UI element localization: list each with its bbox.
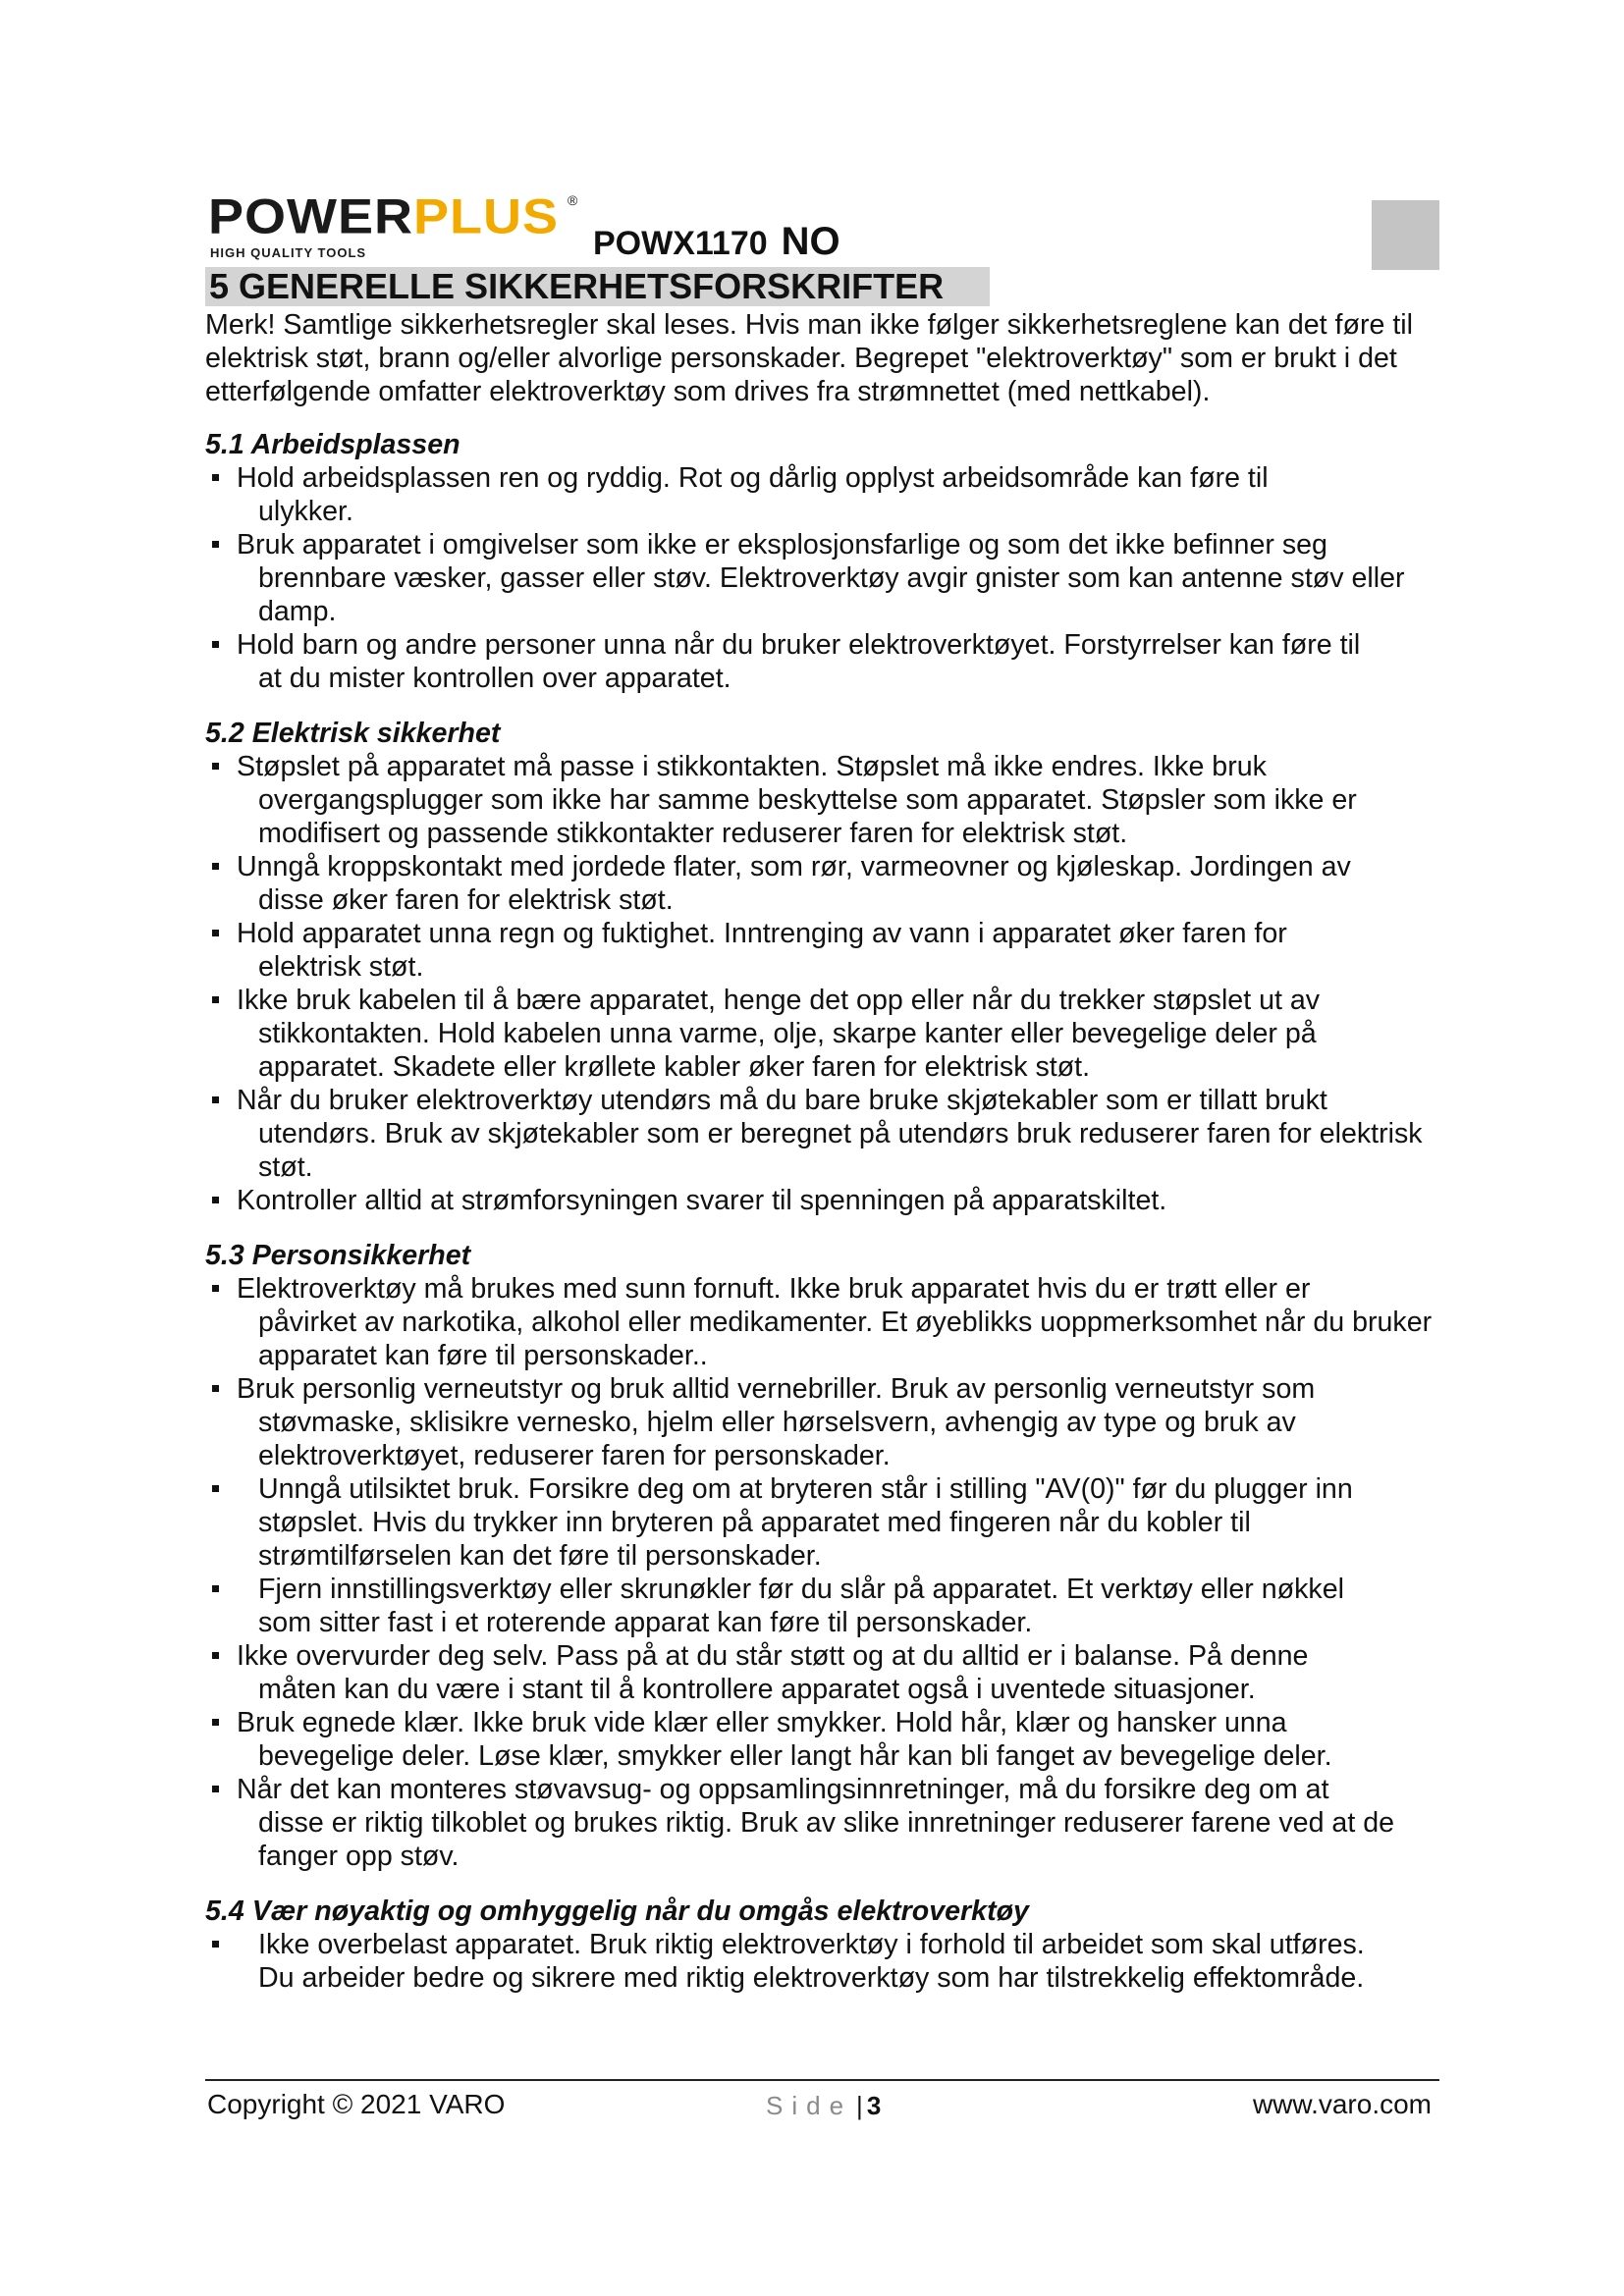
footer-separator: | [856,2091,863,2120]
list-item [205,1272,1436,1372]
list-item-text: Hold arbeidsplassen ren og ryddig. Rot og dårlig opplyst arbeidsområde kan føre til [237,462,1269,494]
list-item [205,1773,1436,1873]
list-item-continuation: måten kan du være i stant til å kontrollere apparatet også i uventede situasjoner. [258,1674,1256,1705]
list-item [205,1706,1436,1773]
list-item-text: Støpslet på apparatet må passe i stikkontakten. Støpslet må ikke endres. Ikke bruk [237,751,1267,782]
language-tab-marker [1372,200,1439,270]
page-number: 3 [866,2091,882,2120]
list-item [205,461,1436,528]
list-item [205,1639,1436,1706]
bullet-list [205,1272,1436,1873]
list-item-continuation: bevegelige deler. Løse klær, smykker eller langt hår kan bli fanget av bevegelige deler. [258,1740,1332,1772]
list-item [205,1084,1436,1184]
model-code: POWX1170 [593,225,768,262]
bullet-list [205,1928,1436,1995]
list-item [205,984,1436,1084]
logo-wordmark: POWERPLUS [208,189,560,244]
list-item [205,850,1436,917]
list-item-continuation: påvirket av narkotika, alkohol eller medikamenter. Et øyeblikks uoppmerksomhet når du bruker apparatet kan føre til personskader.. [258,1307,1433,1371]
bullet-list [205,461,1436,695]
list-item-continuation: elektrisk støt. [258,951,424,983]
footer-website: www.varo.com [1252,2089,1432,2119]
list-item-text: Når det kan monteres støvavsug- og oppsamlingsinnretninger, må du forsikre deg om at [237,1774,1329,1805]
list-item-continuation: ulykker. [258,496,353,527]
list-item [205,528,1436,628]
list-item-text: Ikke overbelast apparatet. Bruk riktig elektroverktøy i forhold til arbeidet som skal utføres. [258,1929,1365,1960]
list-item-text: Bruk egnede klær. Ikke bruk vide klær eller smykker. Hold hår, klær og hansker unna [237,1707,1287,1738]
list-item-text: Hold apparatet unna regn og fuktighet. Inntrenging av vann i apparatet øker faren for [237,918,1287,949]
list-item-text: Ikke bruk kabelen til å bære apparatet, henge det opp eller når du trekker støpslet ut av [237,985,1321,1016]
logo-tagline: HIGH QUALITY TOOLS [210,245,367,260]
list-item-continuation: at du mister kontrollen over apparatet. [258,663,731,694]
list-item-text: Fjern innstillingsverktøy eller skrunøkler før du slår på apparatet. Et verktøy eller nøkkel [258,1574,1344,1605]
list-item [205,1184,1436,1217]
list-item-continuation: støvmaske, sklisikre vernesko, hjelm eller hørselsvern, avhengig av type og bruk av elektroverktøyet, reduserer faren for personskader. [258,1407,1296,1471]
footer-side-label: Side [766,2091,853,2120]
list-item-continuation: stikkontakten. Hold kabelen unna varme, olje, skarpe kanter eller bevegelige deler på apparatet. Skadete eller krøllete kabler øker faren for elektrisk støt. [258,1018,1317,1083]
list-item [205,1928,1436,1995]
subsection-heading: 5.1 Arbeidsplassen [205,429,460,460]
model-heading [593,220,840,264]
language-code: NO [781,220,840,263]
powerplus-logo [208,189,581,261]
list-item-text: Hold barn og andre personer unna når du bruker elektroverktøyet. Forstyrrelser kan føre til [237,629,1361,661]
list-item-text: Bruk apparatet i omgivelser som ikke er eksplosjonsfarlige og som det ikke befinner seg [237,529,1327,561]
list-item-text: Når du bruker elektroverktøy utendørs må du bare bruke skjøtekabler som er tillatt brukt [237,1085,1327,1116]
section-body [205,308,1436,1995]
footer-page-number [766,2091,881,2121]
list-item-continuation: utendørs. Bruk av skjøtekabler som er beregnet på utendørs bruk reduserer faren for elektrisk støt. [258,1118,1423,1183]
list-item [205,1372,1436,1472]
list-item-continuation: brennbare væsker, gasser eller støv. Elektroverktøy avgir gnister som kan antenne støv eller damp. [258,562,1405,627]
list-item [205,1472,1436,1573]
list-item-continuation: Du arbeider bedre og sikrere med riktig elektroverktøy som har tilstrekkelig effektområde. [258,1962,1365,1994]
list-item [205,917,1436,984]
list-item-continuation: disse er riktig tilkoblet og brukes riktig. Bruk av slike innretninger reduserer farene ved at de fanger opp støv. [258,1807,1395,1872]
list-item-continuation: støpslet. Hvis du trykker inn bryteren på apparatet med fingeren når du kobler til strømtilførselen kan det føre til personskader. [258,1507,1251,1572]
logo-registered-mark: ® [568,192,578,208]
intro-paragraph: Merk! Samtlige sikkerhetsregler skal leses. Hvis man ikke følger sikkerhetsreglene kan det føre til elektrisk støt, brann og/eller alvorlige personskader. Begrepet "elektroverktøy" som er brukt i det etterfølgende omfatter elektroverktøy som drives fra strømnettet (med nettkabel). [205,309,1413,407]
section-title: 5 GENERELLE SIKKERHETSFORSKRIFTER [205,267,990,306]
list-item-text: Bruk personlig verneutstyr og bruk alltid vernebriller. Bruk av personlig verneutstyr som [237,1373,1316,1405]
list-item-text: Unngå kroppskontakt med jordede flater, som rør, varmeovner og kjøleskap. Jordingen av [237,851,1351,882]
footer-divider [205,2079,1439,2081]
subsection-heading: 5.4 Vær nøyaktig og omhyggelig når du omgås elektroverktøy [205,1896,1029,1927]
subsection-heading: 5.3 Personsikkerhet [205,1240,471,1271]
list-item [205,1573,1436,1639]
list-item-continuation: som sitter fast i et roterende apparat kan føre til personskader. [258,1607,1033,1638]
list-item-text: Kontroller alltid at strømforsyningen svarer til spenningen på apparatskiltet. [237,1185,1167,1216]
list-item-continuation: overgangsplugger som ikke har samme beskyttelse som apparatet. Støpsler som ikke er modifisert og passende stikkontakter reduserer faren for elektrisk støt. [258,784,1357,849]
footer-copyright: Copyright © 2021 VARO [207,2089,506,2119]
list-item [205,750,1436,850]
list-item-text: Ikke overvurder deg selv. Pass på at du står støtt og at du alltid er i balanse. På denne [237,1640,1309,1672]
list-item [205,628,1436,695]
list-item-text: Unngå utilsiktet bruk. Forsikre deg om at bryteren står i stilling "AV(0)" før du plugger inn [258,1473,1353,1505]
list-item-continuation: disse øker faren for elektrisk støt. [258,884,674,916]
bullet-list [205,750,1436,1217]
list-item-text: Elektroverktøy må brukes med sunn fornuft. Ikke bruk apparatet hvis du er trøtt eller er [237,1273,1311,1305]
subsection-heading: 5.2 Elektrisk sikkerhet [205,718,501,749]
